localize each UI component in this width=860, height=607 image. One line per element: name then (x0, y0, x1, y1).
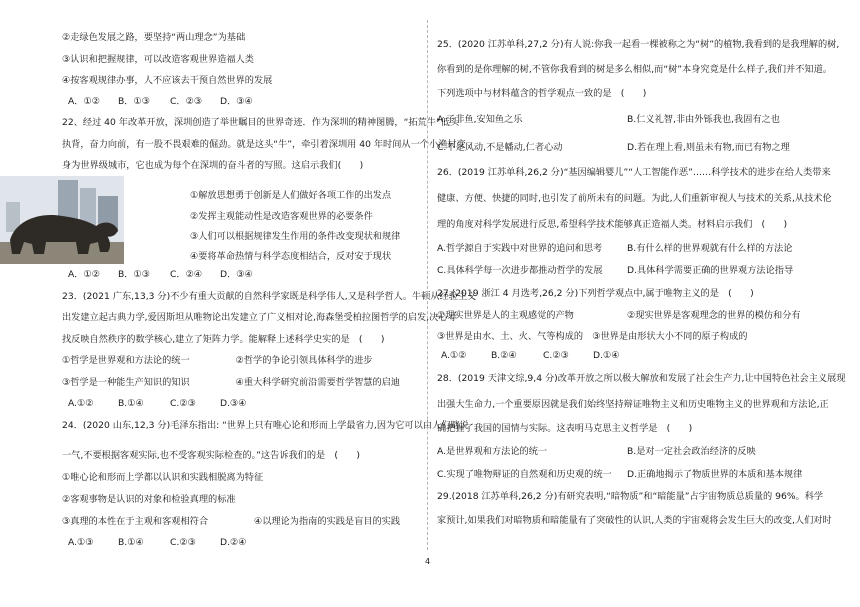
text-line: 28．(2019 天津文综,9,4 分)改革开放之所以极大解放和发展了社会生产力,让中国特色社会主义展现 (437, 373, 846, 384)
text-line: 23．(2021 广东,13,3 分)不少有重大贡献的自然科学家既是科学伟人,又是科学哲人。牛顿从经验主义 (62, 291, 477, 302)
answer-option: A.①② (68, 398, 94, 409)
page-number: 4 (425, 557, 431, 566)
answer-option: A.哲学源自于实践中对世界的追问和思考 (437, 243, 603, 254)
text-line: 出强大生命力,一个重要原因就是我们始终坚持辩证唯物主义和历史唯物主义的世界观和方法论,正 (437, 399, 829, 410)
text-line: 22、经过 40 年改革开放，深圳创造了举世瞩目的世界奇迹．作为深圳的精神图腾，“拓荒牛”低头 (62, 117, 460, 128)
text-line: ③世界是由水、土、火、气等构成的 ③世界是由形状大小不同的原子构成的 (437, 331, 748, 342)
text-line: 确把握了我国的国情与实际。这表明马克思主义哲学是 ( ) (437, 423, 693, 434)
text-line: 一气,不要根据客观实际,也不受客观实际检查的。”这告诉我们的是 ( ) (62, 450, 360, 461)
answer-option: A.子非鱼,安知鱼之乐 (437, 114, 523, 125)
text-line: ④按客观规律办事，人不应该去干预自然世界的发展 (62, 75, 273, 86)
bull-statue-image (0, 176, 124, 264)
text-line: ③人们可以根据规律发生作用的条件改变现状和规律 (190, 231, 401, 242)
text-line: ④要将革命热情与科学态度相结合，反对安于现状 (190, 251, 392, 262)
answer-option: B.是对一定社会政治经济的反映 (627, 446, 756, 457)
answer-option: B.②④ (491, 350, 517, 361)
text-line: ①解放思想勇于创新是人们做好各项工作的出发点 (190, 190, 392, 201)
text-line: ①哲学是世界观和方法论的统一 ②哲学的争论引领具体科学的进步 (62, 355, 373, 366)
answer-option: B．①③ (118, 269, 150, 280)
answer-option: C.不是风动,不是幡动,仁者心动 (437, 142, 563, 153)
answer-option: A.是世界观和方法论的统一 (437, 446, 548, 457)
text-line: 身为世界级城市，它也成为每个在深圳的奋斗者的写照。这启示我们( ) (62, 160, 364, 171)
bull-statue-photo (0, 176, 124, 264)
text-line: 29.(2018 江苏单科,26,2 分)有研究表明,“暗物质”和“暗能量”占宇宙物质总质量的 96%。科学 (437, 491, 824, 502)
text-line: 26．(2019 江苏单科,26,2 分)“基因编辑婴儿”“人工智能作恶”……科学技术的进步在给人类带来 (437, 167, 831, 178)
answer-option: B.①④ (118, 537, 144, 548)
answer-option: B.①④ (118, 398, 144, 409)
text-line: 25．(2020 江苏单科,27,2 分)有人说:你我一起看一棵被称之为“树”的植物,我看到的是我理解的树, (437, 39, 840, 50)
text-line: ②发挥主观能动性是改造客观世界的必要条件 (190, 211, 373, 222)
text-line: 找反映自然秩序的数学核心,建立了矩阵力学。能解释上述科学史实的是 ( ) (62, 334, 385, 345)
text-line: ②客观事物是认识的对象和检验真理的标准 (62, 494, 236, 505)
answer-option: C.具体科学每一次进步都推动哲学的发展 (437, 265, 603, 276)
text-line: 理的角度对科学发展进行反思,希望科学技术能够真正造福人类。材料启示我们 ( ) (437, 219, 788, 230)
answer-option: D．③④ (220, 269, 253, 280)
answer-option: B.有什么样的世界观就有什么样的方法论 (627, 243, 793, 254)
answer-option: C.②③ (170, 537, 196, 548)
text-line: 健康、方便、快捷的同时,也引发了前所未有的问题。为此,人们重新审视人与技术的关系,从技术伦 (437, 193, 832, 204)
answer-option: A．①② (68, 269, 100, 280)
text-line: ③哲学是一种能生产知识的知识 ④重大科学研究前沿需要哲学智慧的启迪 (62, 377, 401, 388)
answer-option: B．①③ (118, 96, 150, 107)
answer-option: D.②④ (220, 537, 247, 548)
answer-option: A.①③ (68, 537, 94, 548)
answer-option: D.①④ (593, 350, 620, 361)
text-line: ③认识和把握规律，可以改造客观世界造福人类 (62, 54, 254, 65)
text-line: 24．(2020 山东,12,3 分)毛泽东指出: “世界上只有唯心论和形而上学最省力,因为它可以由人们瞎说 (62, 420, 469, 431)
answer-option: C.实现了唯物辩证的自然观和历史观的统一 (437, 469, 612, 480)
text-line: 家预计,如果我们对暗物质和暗能量有了突破性的认识,人类的宇宙观将会发生巨大的改变,人们对时 (437, 515, 832, 526)
answer-option: B.仁义礼智,非由外铄我也,我固有之也 (627, 114, 780, 125)
answer-option: A.①② (441, 350, 467, 361)
text-line: 27.(2019 浙江 4 月选考,26,2 分)下列哲学观点中,属于唯物主义的是 ( ) (437, 288, 754, 299)
answer-option: C．②③ (170, 96, 203, 107)
answer-option: D.③④ (220, 398, 247, 409)
answer-option: A．①② (68, 96, 100, 107)
text-line: 你看到的是你理解的树,不管你我看到的树是多么相似,而“树”本身究竟是什么样子,我们并不知道。 (437, 64, 832, 75)
text-line: 出发建立起古典力学,爱因斯坦从唯物论出发建立了广义相对论,海森堡受柏拉图哲学的启发,决心寻 (62, 312, 457, 323)
answer-option: D.正确地揭示了物质世界的本质和基本规律 (627, 469, 803, 480)
answer-option: ②现实世界是客观理念的世界的模仿和分有 (627, 310, 801, 321)
text-line: ③真理的本性在于主观和客观相符合 ④以理论为指南的实践是盲目的实践 (62, 516, 401, 527)
answer-option: D.具体科学需要正确的世界观方法论指导 (627, 265, 794, 276)
text-line: 执背，奋力向前，有一股不畏艰难的倔劲。就是这头“牛”，牵引着深圳用 40 年时间从一个小渔村变 (62, 139, 466, 150)
text-line: ②走绿色发展之路，要坚持“两山理念”为基础 (62, 32, 246, 43)
column-divider (427, 20, 429, 550)
text-line: 下列选项中与材料蕴含的哲学观点一致的是 ( ) (437, 88, 647, 99)
answer-option: C．②④ (170, 269, 203, 280)
answer-option: ①现实世界是人的主观感觉的产物 (437, 310, 574, 321)
answer-option: D.若在理上看,则虽未有物,而已有物之理 (627, 142, 790, 153)
answer-option: D．③④ (220, 96, 253, 107)
text-line: ①唯心论和形而上学都以认识和实践相脱离为特征 (62, 472, 264, 483)
answer-option: C.②③ (543, 350, 569, 361)
answer-option: C.②③ (170, 398, 196, 409)
